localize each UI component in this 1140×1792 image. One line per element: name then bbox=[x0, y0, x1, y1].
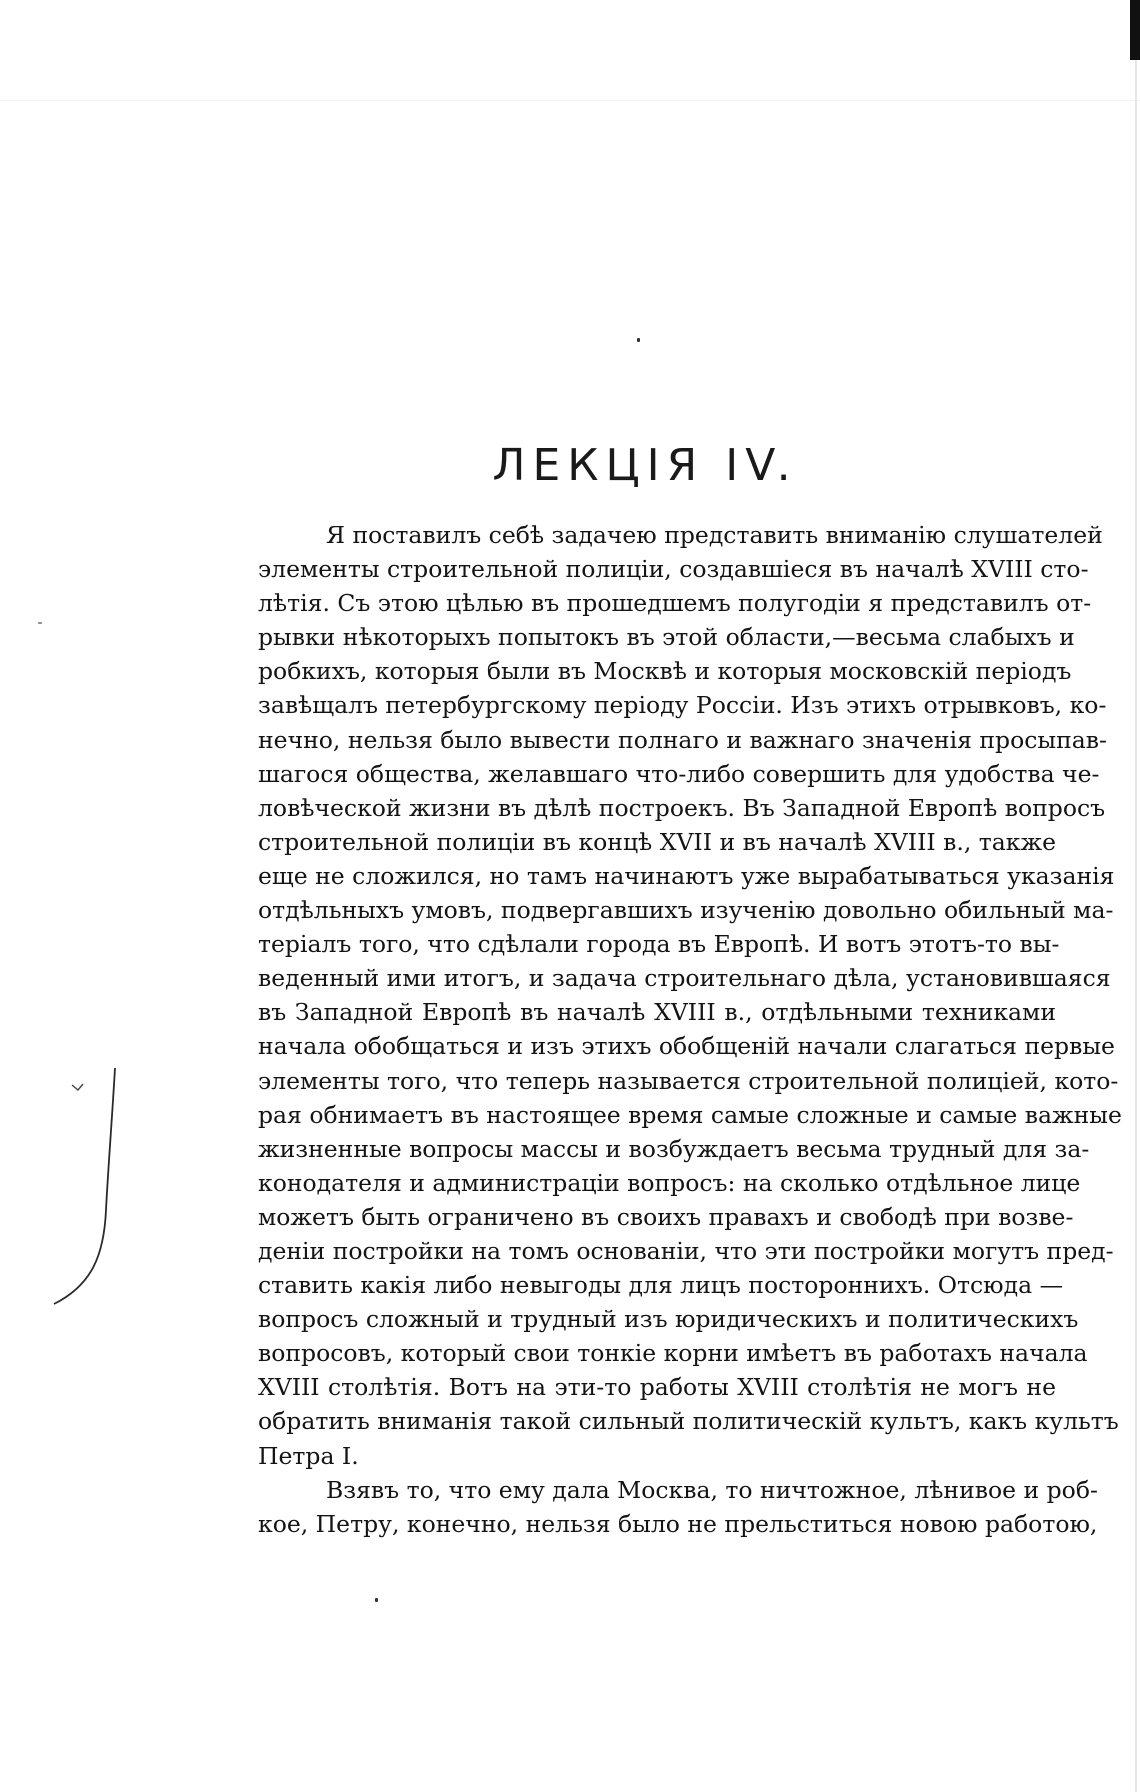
scan-speck bbox=[38, 622, 42, 624]
text-line: Я поставилъ себѣ задачею представить вниманію слушателей bbox=[326, 521, 1103, 549]
body-text bbox=[258, 518, 1122, 1541]
scan-shade bbox=[0, 100, 1140, 101]
text-line: еще не сложился, но тамъ начинаютъ уже вырабатываться указанія bbox=[258, 861, 1115, 890]
text-line: вопросъ сложный и трудный изъ юридическихъ и политическихъ bbox=[258, 1305, 1079, 1334]
text-line: шагося общества, желавшаго что-либо совершить для удобства че- bbox=[258, 759, 1100, 788]
text-line: нечно, нельзя было вывести полнаго и важнаго значенія просыпав- bbox=[258, 725, 1107, 754]
scan-edge-mark bbox=[1130, 0, 1140, 60]
text-line: ловѣческой жизни въ дѣлѣ построекъ. Въ Западной Европѣ вопросъ bbox=[258, 793, 1106, 822]
scan-speck bbox=[637, 338, 640, 342]
text-line: конодателя и администраціи вопросъ: на сколько отдѣльное лице bbox=[258, 1168, 1081, 1197]
text-line: можетъ быть ограничено въ своихъ правахъ и свободѣ при возве- bbox=[258, 1202, 1074, 1231]
text-line: жизненные вопросы массы и возбуждаетъ весьма трудный для за- bbox=[258, 1134, 1090, 1163]
text-line: Петра I. bbox=[258, 1441, 359, 1470]
text-line: веденный ими итогъ, и задача строительнаго дѣла, установившаяся bbox=[258, 964, 1111, 993]
page-title: ЛЕКЦІЯ IV. bbox=[492, 440, 798, 491]
text-line: вопросовъ, который свои тонкіе корни имѣетъ въ работахъ начала bbox=[258, 1339, 1088, 1368]
text-line: теріалъ того, что сдѣлали города въ Европѣ. И вотъ этотъ-то вы- bbox=[258, 930, 1060, 959]
text-line: робкихъ, которыя были въ Москвѣ и которыя московскій періодъ bbox=[258, 657, 1072, 686]
text-line: Взявъ то, что ему дала Москва, то ничтожное, лѣнивое и роб- bbox=[326, 1475, 1098, 1504]
text-line: ставить какія либо невыгоды для лицъ постороннихъ. Отсюда — bbox=[258, 1271, 1064, 1300]
text-line: строительной полиціи въ концѣ XVII и въ началѣ XVIII в., также bbox=[258, 827, 1056, 856]
scan-edge-line bbox=[1135, 60, 1137, 1792]
pencil-margin-mark bbox=[40, 1060, 130, 1310]
text-line: лѣтія. Съ этою цѣлью въ прошедшемъ полугодіи я представилъ от- bbox=[258, 589, 1092, 618]
text-line: рая обнимаетъ въ настоящее время самые сложные и самые важные bbox=[258, 1100, 1122, 1129]
text-line: завѣщалъ петербургскому періоду Россіи. Изъ этихъ отрывковъ, ко- bbox=[258, 691, 1107, 720]
text-line: отдѣльныхъ умовъ, подвергавшихъ изученію довольно обильный ма- bbox=[258, 896, 1114, 925]
text-line: кое, Петру, конечно, нельзя было не прельститься новою работою, bbox=[258, 1509, 1098, 1538]
scan-speck bbox=[375, 1598, 378, 1602]
text-line: рывки нѣкоторыхъ попытокъ въ этой области,—весьма слабыхъ и bbox=[258, 623, 1075, 652]
text-line: деніи постройки на томъ основаніи, что эти постройки могутъ пред- bbox=[258, 1236, 1114, 1265]
text-line: XVIII столѣтія. Вотъ на эти-то работы XVIII столѣтія не могъ не bbox=[258, 1373, 1056, 1402]
text-line: элементы того, что теперь называется строительной полиціей, кото- bbox=[258, 1066, 1119, 1095]
text-line: элементы строительной полиціи, создавшіеся въ началѣ XVIII сто- bbox=[258, 555, 1089, 584]
text-line: начала обобщаться и изъ этихъ обобщеній начали слагаться первые bbox=[258, 1032, 1115, 1061]
text-line: обратить вниманія такой сильный политическій культъ, какъ культъ bbox=[258, 1407, 1119, 1436]
text-line: въ Западной Европѣ въ началѣ XVIII в., отдѣльными техниками bbox=[258, 998, 1056, 1027]
